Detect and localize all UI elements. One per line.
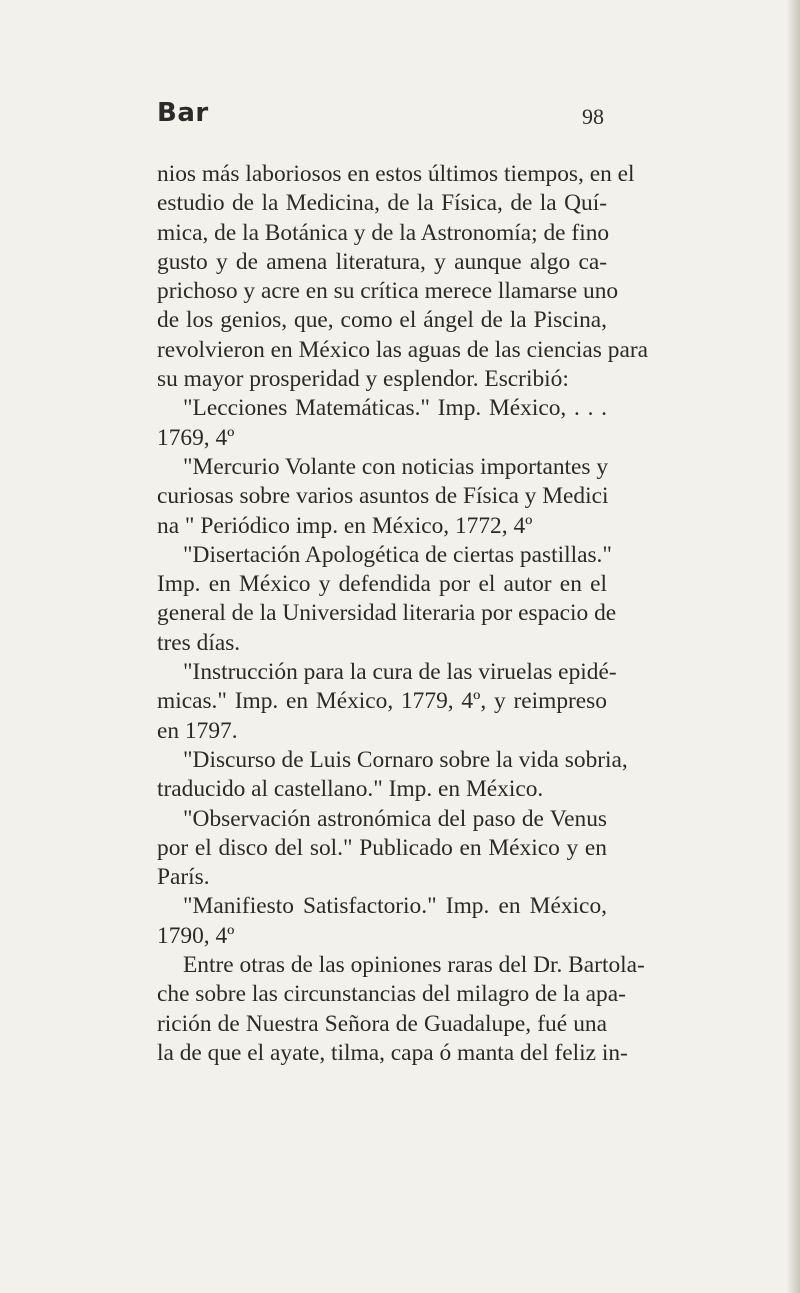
text-line: "Manifiesto Satisfactorio." Imp. en México, [183, 893, 607, 920]
text-line: che sobre las circunstancias del milagro de la apa- [157, 981, 626, 1008]
text-line: na " Periódico imp. en México, 1772, 4º [157, 512, 533, 539]
text-line: 1769, 4º [157, 424, 235, 451]
text-line: nios más laboriosos en estos últimos tiempos, en el [157, 161, 635, 187]
text-line: tres días. [157, 629, 241, 656]
text-line: "Observación astronómica del paso de Venus [183, 805, 607, 832]
text-line: "Instrucción para la cura de las viruelas epidé- [183, 659, 617, 686]
text-line: Entre otras de las opiniones raras del Dr. Bartola- [183, 952, 645, 979]
text-line: revolvieron en México las aguas de las ciencias para [157, 336, 648, 363]
body-text [157, 160, 648, 1068]
text-line: rición de Nuestra Señora de Guadalupe, fué una [157, 1010, 607, 1037]
text-line: micas." Imp. en México, 1779, 4º, y reimpreso [157, 688, 607, 715]
text-line: mica, de la Botánica y de la Astronomía; de fino [157, 219, 610, 246]
text-line: curiosas sobre varios asuntos de Física y Medici [157, 483, 609, 510]
text-line: "Mercurio Volante con noticias importantes y [183, 453, 609, 480]
text-line: estudio de la Medicina, de la Física, de la Quí- [157, 190, 607, 217]
page-header [157, 98, 604, 138]
text-line: de los genios, que, como el ángel de la Piscina, [157, 307, 607, 334]
text-line: Imp. en México y defendida por el autor en el [157, 571, 607, 598]
text-line: la de que el ayate, tilma, capa ó manta del feliz in- [157, 1039, 628, 1066]
page-edge-shadow [786, 0, 800, 1293]
text-line: prichoso y acre en su crítica merece llamarse uno [157, 278, 619, 305]
text-line: en 1797. [157, 717, 238, 744]
running-head: Bar [157, 98, 209, 128]
text-line: traducido al castellano." Imp. en México. [157, 776, 544, 803]
text-line: "Discurso de Luis Cornaro sobre la vida sobria, [183, 746, 628, 773]
text-line: general de la Universidad literaria por espacio de [157, 600, 617, 627]
text-line: 1790, 4º [157, 922, 235, 949]
page-number: 98 [582, 104, 604, 129]
text-line: gusto y de amena literatura, y aunque algo ca- [157, 248, 607, 275]
text-line: París. [157, 864, 210, 891]
text-line: "Lecciones Matemáticas." Imp. México, . . . [183, 395, 607, 422]
text-line: su mayor prosperidad y esplendor. Escribió: [157, 366, 569, 393]
text-line: "Disertación Apologética de ciertas pastillas." [183, 541, 612, 568]
text-line: por el disco del sol." Publicado en México y en [157, 834, 607, 861]
